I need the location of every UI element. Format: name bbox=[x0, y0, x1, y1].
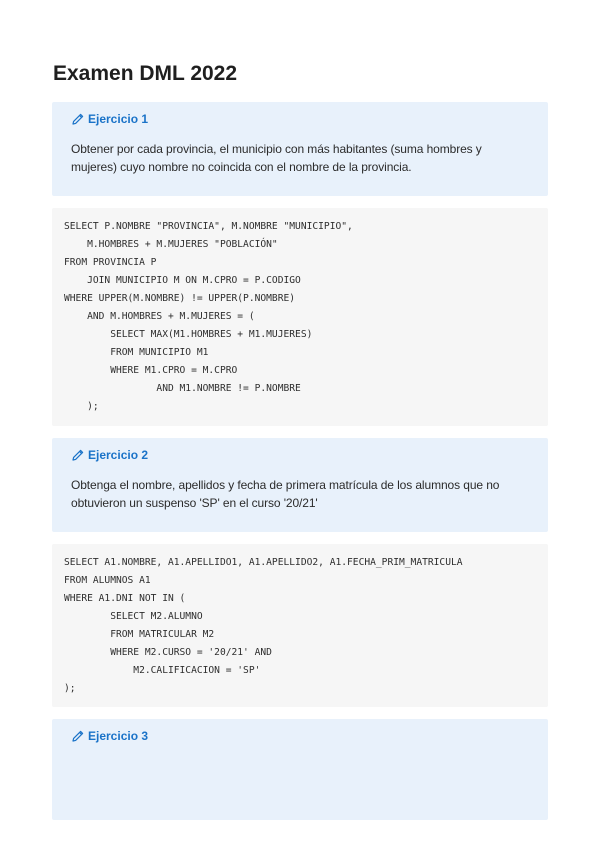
exercise-3-callout bbox=[52, 719, 548, 820]
pencil-icon bbox=[71, 448, 85, 462]
page-title: Examen DML 2022 bbox=[53, 62, 238, 85]
exercise-2-title-text: Ejercicio 2 bbox=[88, 448, 149, 462]
exercise-2-statement: Obtenga el nombre, apellidos y fecha de primera matrícula de los alumnos que no obtuvieron un suspenso 'SP' en el curso '20/21' bbox=[71, 478, 500, 510]
exercise-2-callout bbox=[52, 438, 548, 532]
exercise-1-sql: SELECT P.NOMBRE "PROVINCIA", M.NOMBRE "MUNICIPIO", M.HOMBRES + M.MUJERES "POBLACIÓN" FROM PROVINCIA P JOIN MUNICIPIO M ON M.CPRO = P.CODIGO WHERE UPPER(M.NOMBRE) != UPPER(P.NOMBRE) AND M.HOMBRES + M.MUJERES = ( SELECT MAX(M1.HOMBRES + M1.MUJERES) FROM MUNICIPIO M1 WHERE M1.CPRO = M.CPRO AND M1.NOMBRE != P.NOMBRE ); bbox=[64, 221, 353, 412]
exercise-2-code-block bbox=[52, 544, 548, 707]
pencil-icon bbox=[71, 112, 85, 126]
exercise-1-statement: Obtener por cada provincia, el municipio con más habitantes (suma hombres y mujeres) cuyo nombre no coincida con el nombre de la provincia. bbox=[71, 142, 482, 174]
exercise-3-title-text: Ejercicio 3 bbox=[88, 729, 149, 743]
exercise-3-title bbox=[71, 729, 530, 743]
exercise-1-title-text: Ejercicio 1 bbox=[88, 112, 149, 126]
pencil-icon bbox=[71, 729, 85, 743]
exercise-1-callout bbox=[52, 102, 548, 196]
exercise-2-sql: SELECT A1.NOMBRE, A1.APELLIDO1, A1.APELLIDO2, A1.FECHA_PRIM_MATRICULA FROM ALUMNOS A1 WHERE A1.DNI NOT IN ( SELECT M2.ALUMNO FROM MATRICULAR M2 WHERE M2.CURSO = '20/21' AND M2.CALIFICACION = 'SP' ); bbox=[64, 557, 463, 694]
exercise-1-code-block bbox=[52, 208, 548, 426]
exercise-1-title bbox=[71, 112, 530, 126]
exercise-2-title bbox=[71, 448, 530, 462]
